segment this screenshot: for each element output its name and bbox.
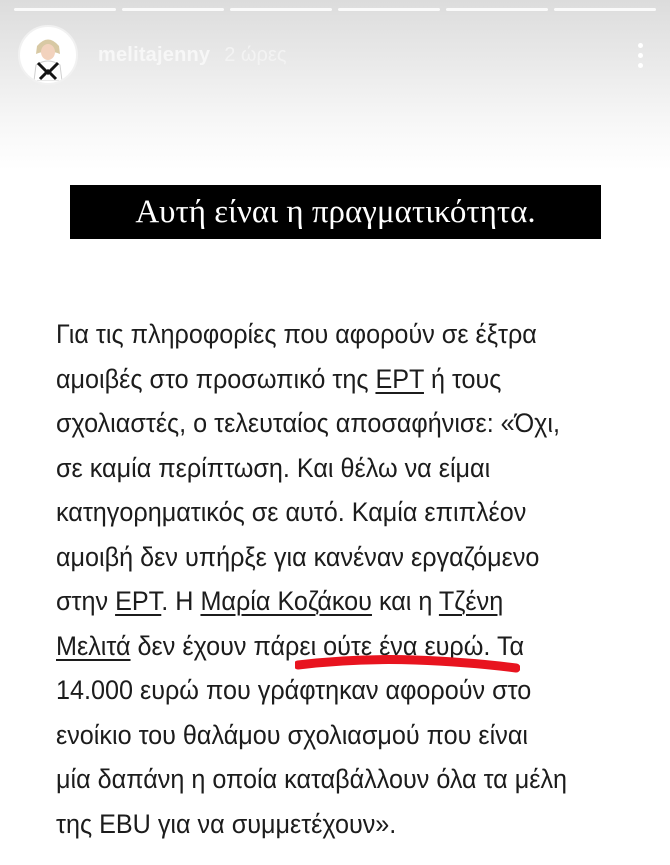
progress-segment [554,8,656,11]
story-progress-bar [14,8,656,11]
text-line: σχολιαστές, ο τελευταίος αποσαφήνισε: «Όχι, [56,408,560,438]
progress-segment [230,8,332,11]
text-line: αμοιβές στο προσωπικό της ΕΡΤ ή τους [56,363,502,394]
text-line: μία δαπάνη η οποία καταβάλλουν όλα τα μέλη [56,764,568,794]
text-line: ενοίκιο του θαλάμου σχολιασμού που είναι [56,719,528,750]
link-ert[interactable]: ΕΡΤ [115,586,162,616]
text-line: αμοιβή δεν υπήρξε για κανέναν εργαζόμενο [56,541,540,572]
text-line: 14.000 ευρώ που γράφτηκαν αφορούν στο [56,675,532,705]
avatar[interactable] [18,25,78,85]
text-line: στην ΕΡΤ. Η Μαρία Κοζάκου και η Τζένη [56,586,504,616]
link-maria-kozakou[interactable]: Μαρία Κοζάκου [200,586,372,616]
link-ert[interactable]: ΕΡΤ [375,363,424,394]
link-jenny-melita[interactable]: Μελιτά [56,630,131,661]
headline-banner [70,185,601,239]
progress-segment [446,8,548,11]
progress-segment [338,8,440,11]
text-line: κατηγορηματικός σε αυτό. Καμία επιπλέον [56,497,527,527]
text-line: της EBU για να συμμετέχουν». [56,808,397,839]
username[interactable]: melitajenny [98,43,211,66]
profile-photo-icon [22,29,74,81]
text-line: σε καμία περίπτωση. Και θέλω να είμαι [56,452,491,483]
post-time: 2 ώρες [224,43,287,66]
text-line: Για τις πληροφορίες που αφορούν σε έξτρα [56,319,537,349]
link-jenny-melita[interactable]: Τζένη [438,586,504,616]
quote-text-block [56,312,588,846]
story-header [18,24,652,86]
more-options-icon[interactable] [628,35,652,75]
red-highlight-underline [295,649,520,681]
headline-text: Αυτή είναι η πραγματικότητα. [135,193,536,230]
text-line: Μελιτά δεν έχουν πάρει ούτε ένα ευρώ. Τα [56,630,525,661]
progress-segment [14,8,116,11]
progress-segment [122,8,224,11]
